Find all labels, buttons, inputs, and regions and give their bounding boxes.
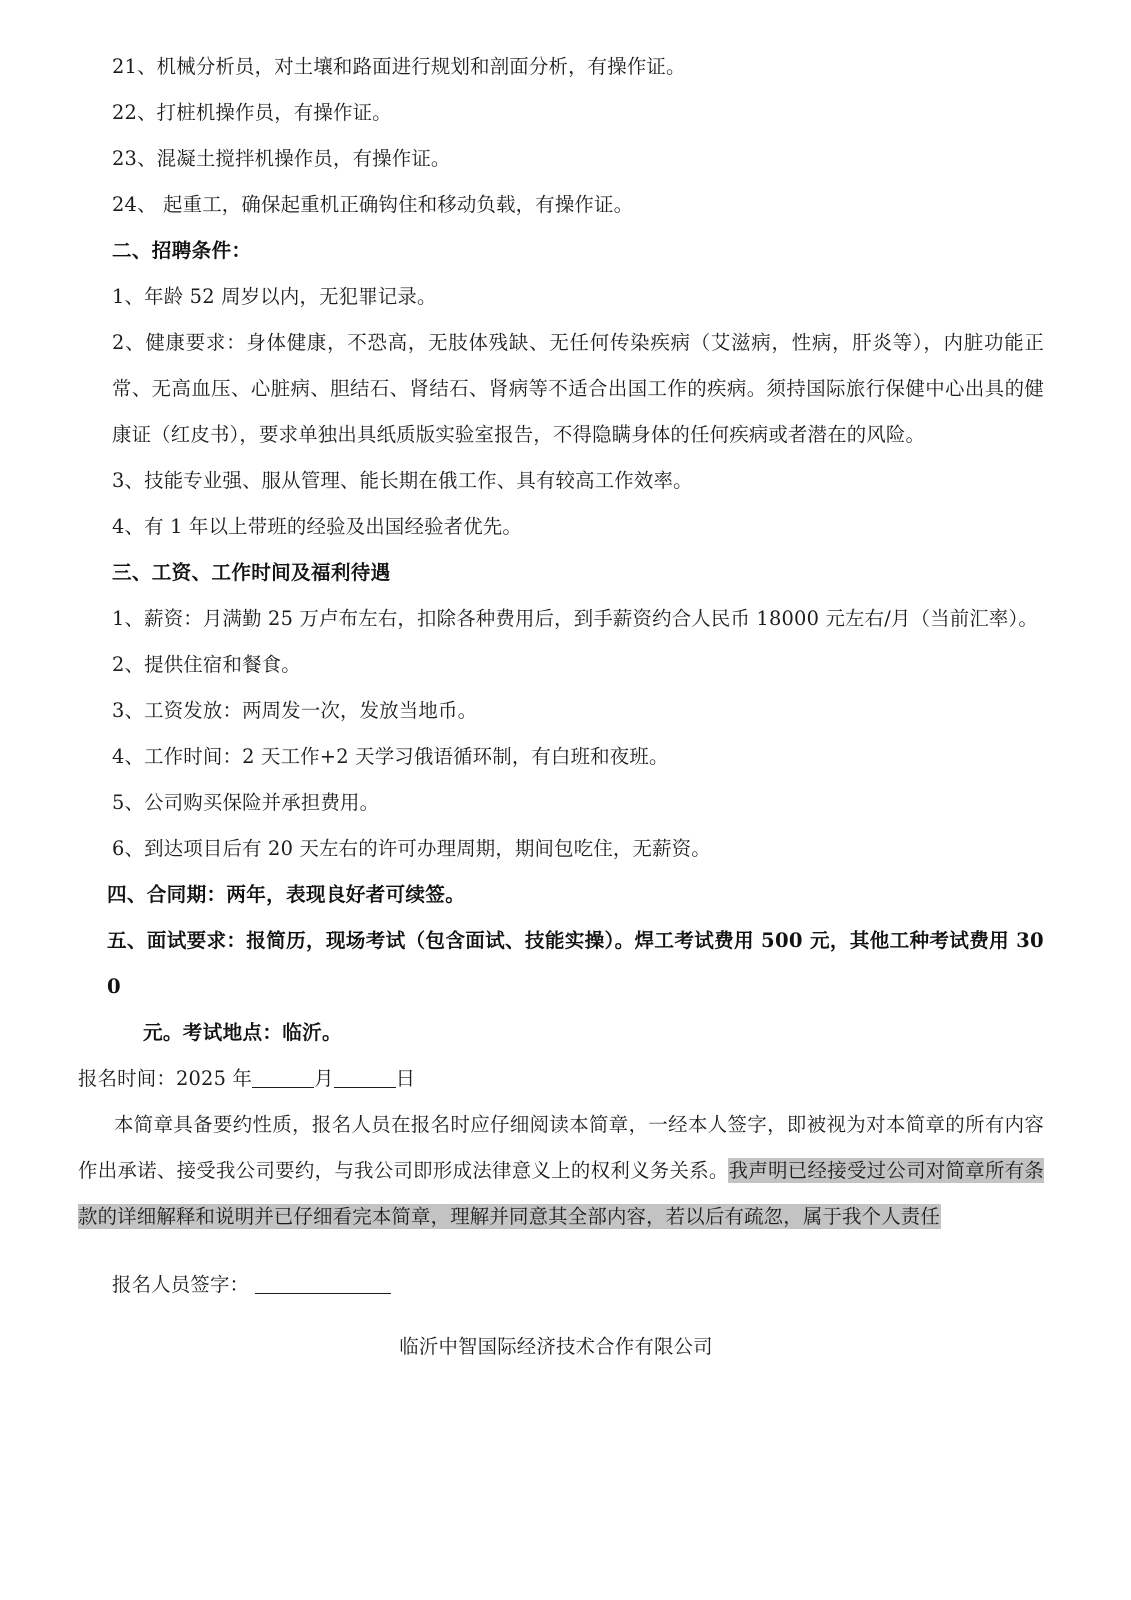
month-blank-field[interactable] [252,1087,314,1088]
day-blank-field[interactable] [334,1087,396,1088]
document-body [78,44,1044,1370]
benefit-item-1: 1、薪资：月满勤 25 万卢布左右，扣除各种费用后，到手薪资约合人民币 18000 元左右/月（当前汇率）。 [112,607,1038,630]
registration-label: 报名时间：2025 年 [78,1067,253,1090]
spacer [78,1308,1044,1324]
section-five-line2: 元。考试地点：临沂。 [143,1021,342,1044]
job-item-22: 22、打桩机操作员，有操作证。 [112,101,392,124]
section-five-line1: 五、面试要求：报简历，现场考试（包含面试、技能实操）。焊工考试费用 500 元，其他工种考试费用 300 [107,929,1044,998]
company-name: 临沂中智国际经济技术合作有限公司 [399,1335,713,1358]
benefit-item-5: 5、公司购买保险并承担费用。 [112,791,380,814]
benefit-item-2: 2、提供住宿和餐食。 [112,653,301,676]
signature-blank-field[interactable] [255,1293,391,1294]
registration-date-line [78,1056,1044,1102]
benefit-item-6: 6、到达项目后有 20 天左右的许可办理周期，期间包吃住，无薪资。 [112,837,711,860]
signature-line [78,1262,1044,1308]
benefit-item-3: 3、工资发放：两周发一次，发放当地币。 [112,699,478,722]
section-heading-five [78,918,1044,1056]
section-heading-three: 三、工资、工作时间及福利待遇 [112,561,391,584]
job-item-24: 24、 起重工，确保起重机正确钩住和移动负载，有操作证。 [112,193,634,216]
month-unit-label: 月 [314,1067,334,1090]
benefit-item-4: 4、工作时间：2 天工作+2 天学习俄语循环制，有白班和夜班。 [112,745,669,768]
requirement-item-3: 3、技能专业强、服从管理、能长期在俄工作、具有较高工作效率。 [112,469,693,492]
signature-label: 报名人员签字： [112,1273,250,1296]
declaration-plain-text: 本简章具备要约性质，报名人员在报名时应仔细阅读本简章，一经本人签字，即被视为对本简章的所有内容作出承诺、接受我公司要约，与我公司即形成法律意义上的权利义务关系。 [78,1113,1044,1182]
requirement-item-4: 4、有 1 年以上带班的经验及出国经验者优先。 [112,515,523,538]
declaration-highlighted-text: 我声明已经接受过公司对简章所有条款的详细解释和说明并已仔细看完本简章，理解并同意其全部内容，若以后有疏忽，属于我个人责任 [78,1159,1044,1228]
day-unit-label: 日 [395,1067,416,1090]
spacer [78,1240,1044,1262]
requirement-item-2: 2、健康要求：身体健康，不恐高，无肢体残缺、无任何传染疾病（艾滋病，性病，肝炎等），内脏功能正常、无高血压、心脏病、胆结石、肾结石、肾病等不适合出国工作的疾病。须持国际旅行保健中心出具的健康证（红皮书），要求单独出具纸质版实验室报告，不得隐瞒身体的任何疾病或者潜在的风险。 [112,331,1044,446]
job-item-23: 23、混凝土搅拌机操作员，有操作证。 [112,147,451,170]
requirement-item-1: 1、年龄 52 周岁以内，无犯罪记录。 [112,285,437,308]
section-heading-four: 四、合同期：两年，表现良好者可续签。 [107,883,466,906]
declaration-paragraph [78,1102,1044,1240]
job-item-21: 21、机械分析员，对土壤和路面进行规划和剖面分析，有操作证。 [112,55,686,78]
section-heading-two: 二、招聘条件： [112,239,252,262]
